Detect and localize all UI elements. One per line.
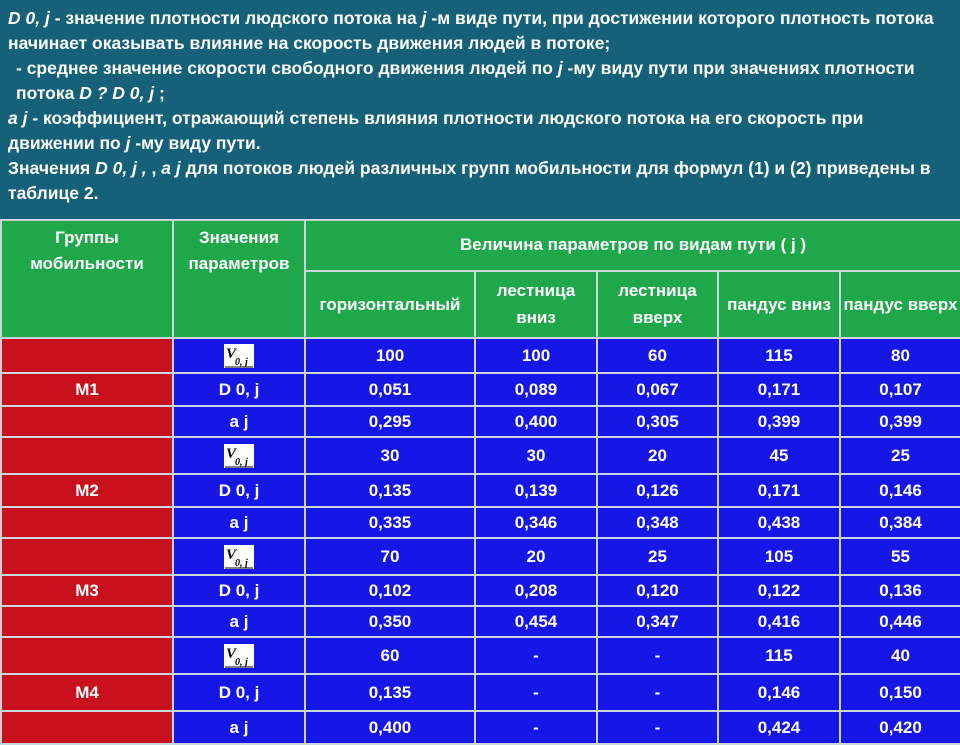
table-row <box>1 338 960 373</box>
svg-text:V: V <box>226 546 237 563</box>
intro-paragraph-density: D 0, j - значение плотности людского потока на j -м виде пути, при достижении которого плотность потока начинает оказывать влияние на скорость движения людей в потоке; <box>8 8 934 53</box>
header-path-type: горизонтальный <box>305 271 475 338</box>
svg-text:0, j: 0, j <box>235 356 248 368</box>
value-cell: 0,400 <box>475 406 597 437</box>
header-groups: Группы мобильности <box>1 220 173 338</box>
value-cell: 30 <box>475 437 597 474</box>
value-cell: 0,399 <box>718 406 840 437</box>
value-cell: 70 <box>305 538 475 575</box>
group-name: М4 <box>1 674 173 711</box>
param-label: D 0, j <box>173 674 305 711</box>
table-row <box>1 437 960 474</box>
value-cell: - <box>597 711 718 744</box>
value-cell: 0,136 <box>840 575 960 606</box>
value-cell: 0,171 <box>718 474 840 507</box>
param-label: D 0, j <box>173 373 305 406</box>
svg-text:V: V <box>226 445 237 462</box>
value-cell: 0,384 <box>840 507 960 538</box>
param-label: a j <box>173 711 305 744</box>
value-cell: 0,146 <box>840 474 960 507</box>
group-cell <box>1 711 173 744</box>
value-cell: 40 <box>840 637 960 674</box>
table-row <box>1 406 960 437</box>
param-velocity <box>173 538 305 575</box>
value-cell: 0,135 <box>305 674 475 711</box>
header-path-type: пандус вниз <box>718 271 840 338</box>
value-cell: - <box>475 637 597 674</box>
velocity-symbol-icon <box>224 444 254 468</box>
value-cell: 0,067 <box>597 373 718 406</box>
group-cell <box>1 507 173 538</box>
value-cell: 0,399 <box>840 406 960 437</box>
velocity-symbol-icon <box>224 644 254 668</box>
param-label: a j <box>173 606 305 637</box>
value-cell: 25 <box>840 437 960 474</box>
value-cell: 0,150 <box>840 674 960 711</box>
param-label: D 0, j <box>173 474 305 507</box>
value-cell: 0,295 <box>305 406 475 437</box>
value-cell: 0,400 <box>305 711 475 744</box>
table-row <box>1 538 960 575</box>
group-cell <box>1 338 173 373</box>
value-cell: 0,122 <box>718 575 840 606</box>
header-path-type: пандус вверх <box>840 271 960 338</box>
value-cell: 0,089 <box>475 373 597 406</box>
value-cell: 0,107 <box>840 373 960 406</box>
table-row <box>1 606 960 637</box>
value-cell: 0,146 <box>718 674 840 711</box>
param-label: a j <box>173 507 305 538</box>
value-cell: 0,420 <box>840 711 960 744</box>
value-cell: - <box>475 674 597 711</box>
group-name: М3 <box>1 575 173 606</box>
value-cell: 0,305 <box>597 406 718 437</box>
value-cell: 0,171 <box>718 373 840 406</box>
group-cell <box>1 437 173 474</box>
value-cell: 25 <box>597 538 718 575</box>
intro-text <box>8 6 952 206</box>
table-row <box>1 474 960 507</box>
param-label: a j <box>173 406 305 437</box>
value-cell: 0,051 <box>305 373 475 406</box>
velocity-symbol-icon <box>224 545 254 569</box>
parameters-table <box>0 219 960 745</box>
value-cell: 0,126 <box>597 474 718 507</box>
value-cell: 0,424 <box>718 711 840 744</box>
value-cell: - <box>597 637 718 674</box>
group-cell <box>1 637 173 674</box>
param-velocity <box>173 637 305 674</box>
value-cell: 115 <box>718 338 840 373</box>
value-cell: 100 <box>475 338 597 373</box>
value-cell: 100 <box>305 338 475 373</box>
svg-text:0, j: 0, j <box>235 456 248 468</box>
value-cell: 60 <box>305 637 475 674</box>
value-cell: 20 <box>597 437 718 474</box>
svg-text:0, j: 0, j <box>235 656 248 668</box>
header-path-types: Величина параметров по видам пути ( j ) <box>305 220 960 271</box>
param-velocity <box>173 338 305 373</box>
intro-paragraph-velocity: - среднее значение скорости свободного движения людей по j -му виду пути при значениях плотности потока D ? D 0, j ; <box>16 58 915 103</box>
value-cell: 0,347 <box>597 606 718 637</box>
table-row <box>1 507 960 538</box>
value-cell: 0,102 <box>305 575 475 606</box>
value-cell: 0,416 <box>718 606 840 637</box>
value-cell: 0,446 <box>840 606 960 637</box>
svg-text:V: V <box>226 645 237 662</box>
value-cell: 0,454 <box>475 606 597 637</box>
value-cell: 0,438 <box>718 507 840 538</box>
value-cell: 20 <box>475 538 597 575</box>
svg-text:0, j: 0, j <box>235 557 248 569</box>
table-row <box>1 637 960 674</box>
value-cell: 0,350 <box>305 606 475 637</box>
value-cell: 0,208 <box>475 575 597 606</box>
table-row <box>1 711 960 744</box>
intro-paragraph-values: Значения D 0, j , , a j для потоков людей различных групп мобильности для формул (1) и (2) приведены в таблице 2. <box>8 158 931 203</box>
value-cell: 0,139 <box>475 474 597 507</box>
value-cell: - <box>475 711 597 744</box>
header-params: Значения параметров <box>173 220 305 338</box>
value-cell: 105 <box>718 538 840 575</box>
value-cell: 30 <box>305 437 475 474</box>
value-cell: 0,348 <box>597 507 718 538</box>
group-cell <box>1 606 173 637</box>
table-row <box>1 575 960 606</box>
group-name: М1 <box>1 373 173 406</box>
group-cell <box>1 538 173 575</box>
value-cell: - <box>597 674 718 711</box>
value-cell: 45 <box>718 437 840 474</box>
svg-text:V: V <box>226 345 237 362</box>
value-cell: 80 <box>840 338 960 373</box>
value-cell: 115 <box>718 637 840 674</box>
param-velocity <box>173 437 305 474</box>
intro-paragraph-coefficient: a j - коэффициент, отражающий степень влияния плотности людского потока на его скорость при движении по j -му виду пути. <box>8 108 864 153</box>
header-path-type: лестница вверх <box>597 271 718 338</box>
value-cell: 0,335 <box>305 507 475 538</box>
group-name: М2 <box>1 474 173 507</box>
value-cell: 0,135 <box>305 474 475 507</box>
value-cell: 0,346 <box>475 507 597 538</box>
value-cell: 0,120 <box>597 575 718 606</box>
param-label: D 0, j <box>173 575 305 606</box>
value-cell: 55 <box>840 538 960 575</box>
group-cell <box>1 406 173 437</box>
velocity-symbol-icon <box>224 344 254 368</box>
value-cell: 60 <box>597 338 718 373</box>
table-row <box>1 674 960 711</box>
header-path-type: лестница вниз <box>475 271 597 338</box>
table-row <box>1 373 960 406</box>
